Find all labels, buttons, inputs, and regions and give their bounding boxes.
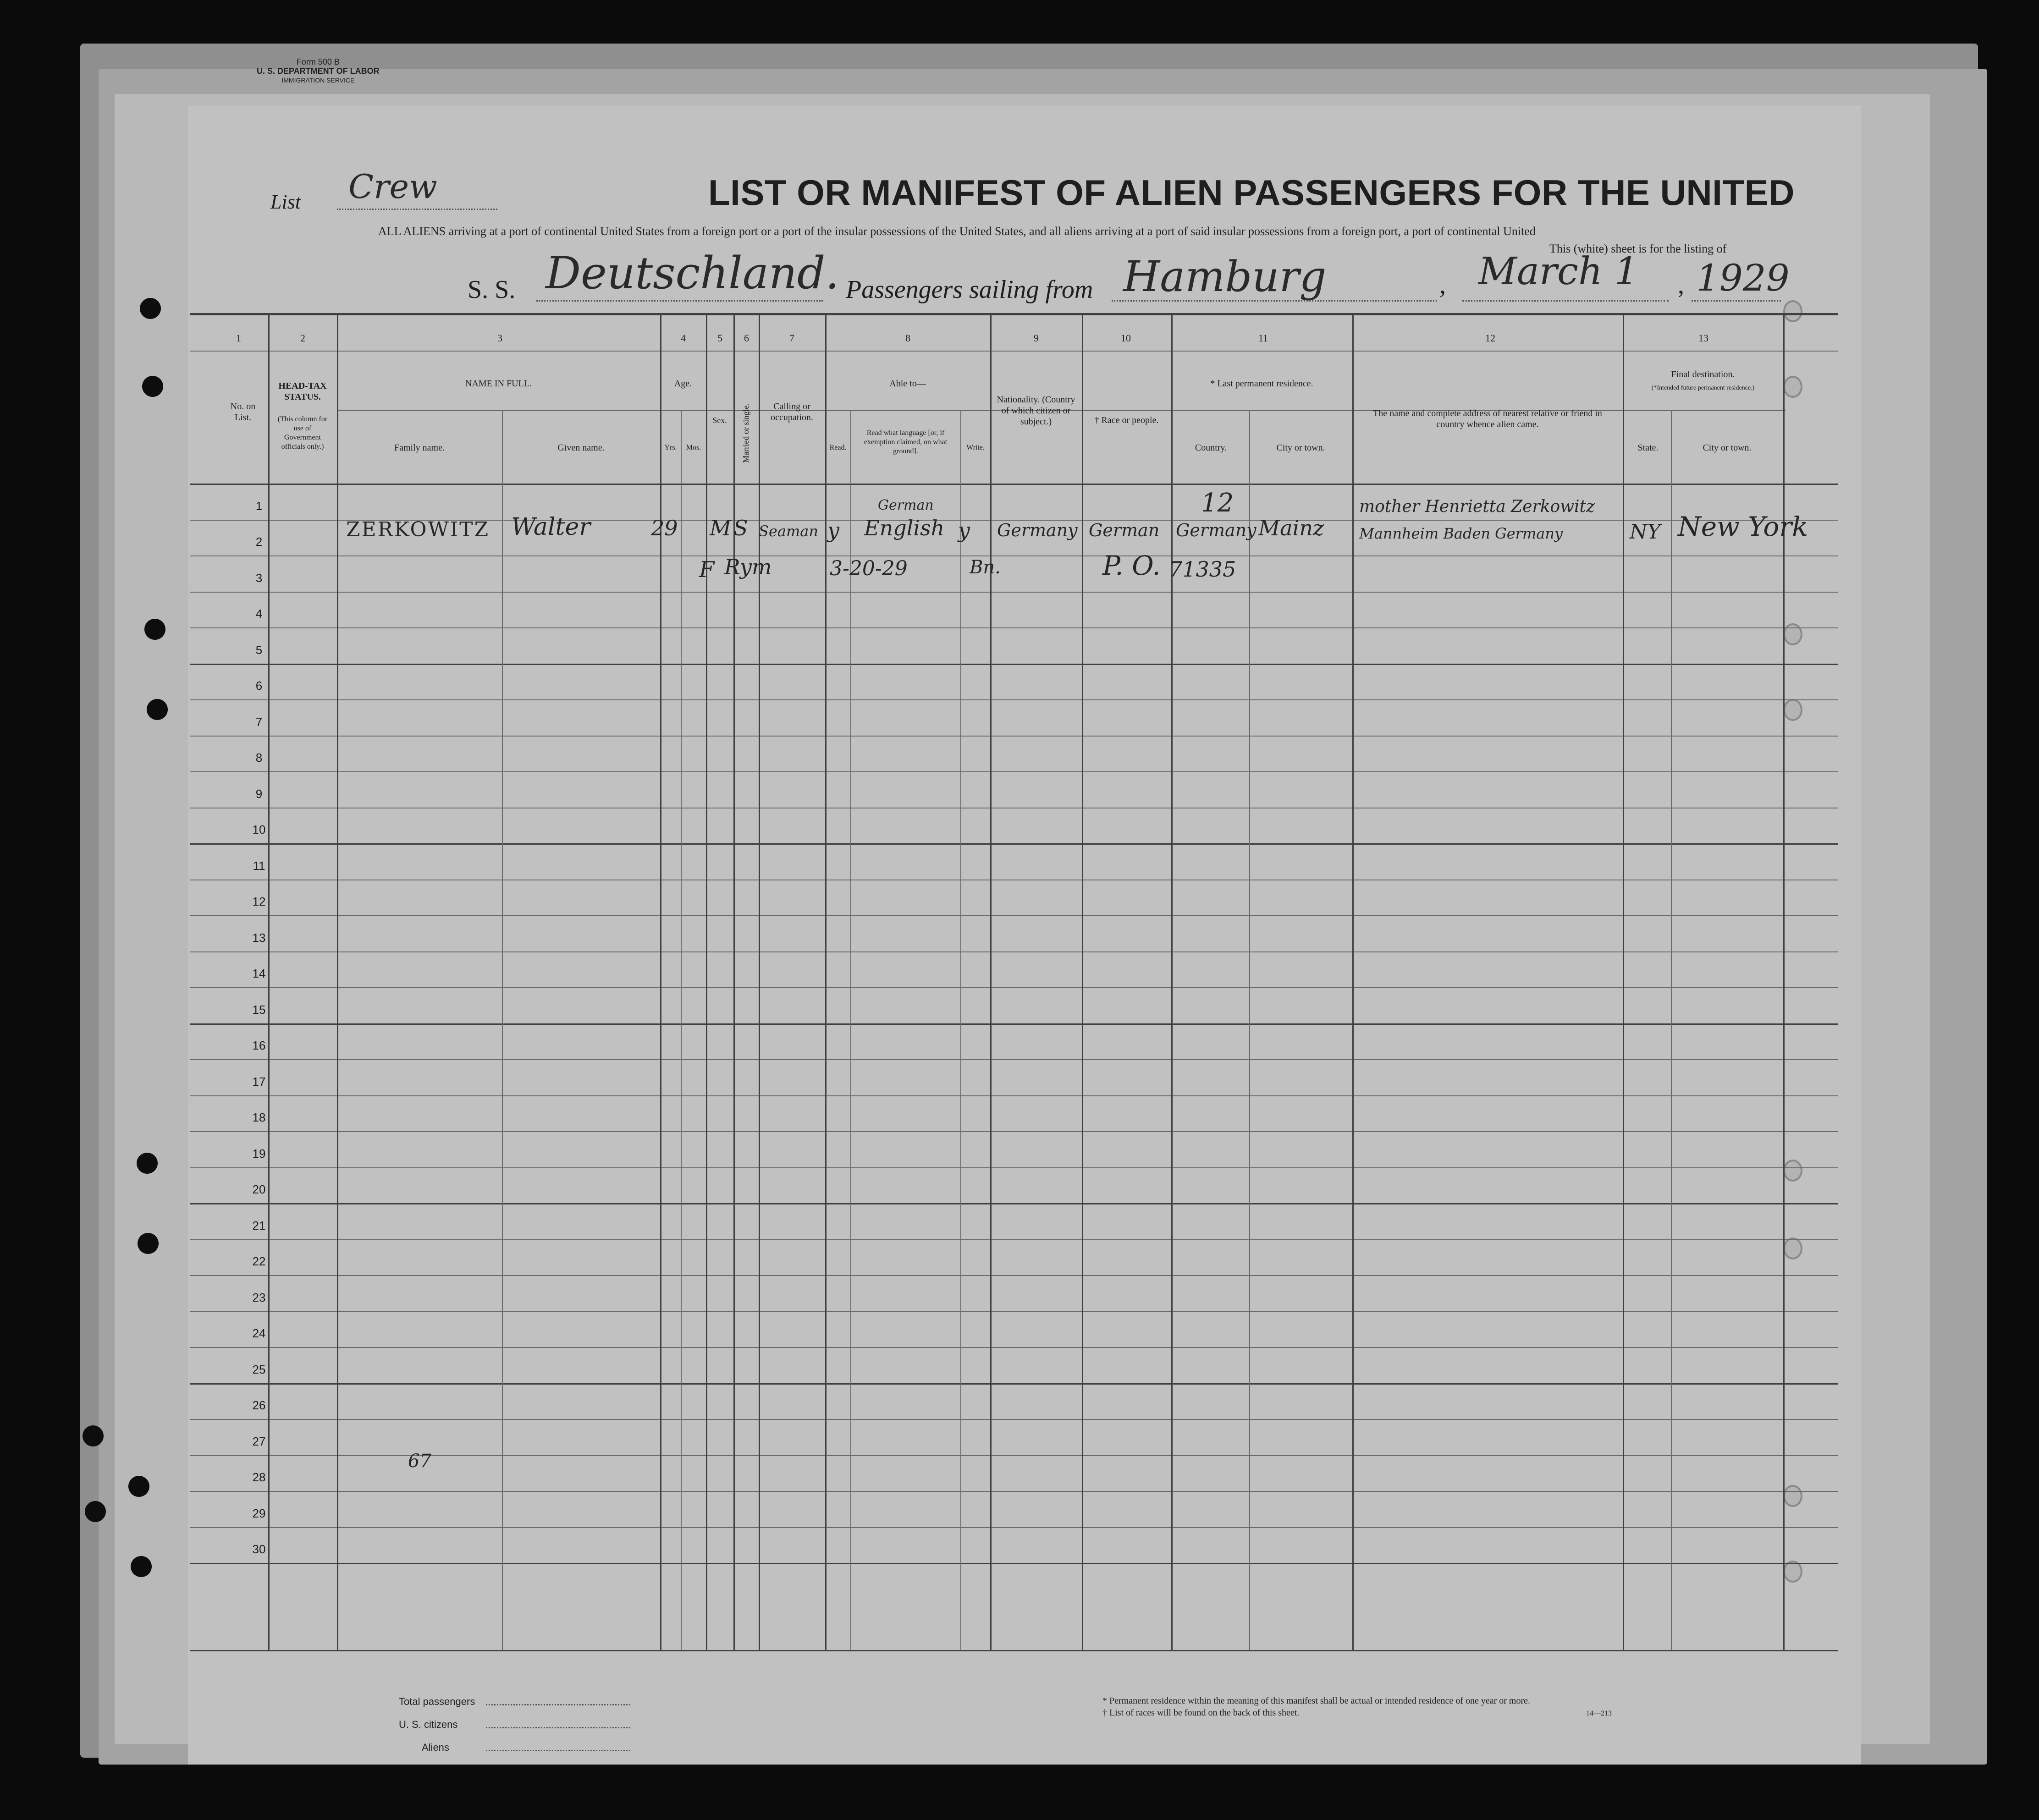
column-divider [1082,315,1083,1650]
footnote-races: † List of races will be found on the back of this sheet. [1102,1708,1300,1718]
column-divider [681,410,682,1650]
row-number: 1 [255,499,263,513]
heading-able-to: Able to— [889,379,926,389]
col-number: 3 [497,332,502,344]
row-rule [190,915,1838,916]
col-number: 6 [744,332,749,344]
row-number: 21 [252,1219,266,1232]
heading-age: Age. [674,379,692,389]
entry-relative-line1: mother Henrietta Zerkowitz [1359,497,1595,516]
row-rule [190,1275,1838,1276]
form-id-block [257,57,380,85]
row-number: 13 [252,931,266,945]
binder-hole [131,1556,152,1577]
column-divider [825,315,827,1650]
heading-final-city: City or town. [1703,443,1752,453]
entry-sex: M [710,516,732,540]
row-rule [190,1131,1838,1132]
row-number: 27 [252,1435,266,1448]
department-name: U. S. DEPARTMENT OF LABOR [257,66,380,76]
heading-occupation: Calling or occupation. [771,401,813,423]
binder-hole [138,1233,159,1254]
list-value: Crew [348,167,437,206]
row-rule [190,1203,1838,1204]
row-rule [190,1239,1838,1240]
heading-sex: Sex. [712,416,727,425]
row-number: 7 [255,715,263,729]
entry-country: Germany [1176,520,1256,540]
col-number: 1 [236,332,241,344]
binder-hole [128,1476,149,1497]
row-number: 3 [255,571,263,585]
entry-family-name: ZERKOWITZ [346,518,490,541]
binder-hole [1783,1485,1802,1507]
row-number: 2 [255,535,263,549]
row-number: 22 [252,1254,266,1268]
row-number: 18 [252,1111,266,1124]
col-number: 10 [1121,332,1131,344]
col-number: 4 [681,332,686,344]
departure-port: Hamburg [1123,252,1327,301]
row-rule [190,1491,1838,1492]
date-underline [1462,300,1669,302]
header-bottom-rule [190,484,1838,485]
row-number: 6 [255,679,263,693]
heading-city: City or town. [1276,443,1325,453]
row-number: 8 [255,751,263,764]
footer-total-line [486,1704,630,1705]
binder-hole [144,619,165,640]
margin-note: 67 [408,1451,431,1472]
ship-underline [536,300,823,302]
column-divider [850,410,851,1650]
heading-head-tax: HEAD-TAX STATUS. [278,381,327,402]
row-rule [190,736,1838,737]
row-rule [190,1383,1838,1385]
entry-city: Mainz [1258,516,1324,540]
year-underline [1692,300,1781,302]
row-rule [190,1311,1838,1312]
row-number: 5 [255,643,263,657]
entry-relative-line2: Mannheim Baden Germany [1359,525,1563,542]
table-top-border [190,313,1838,315]
row-number: 10 [252,823,266,836]
entry-write: y [958,518,970,543]
heading-married-single: Married or single. [741,403,750,463]
entry-occupation: Seaman [759,522,818,540]
row2-date: 3-20-29 [830,557,908,580]
column-divider [337,315,338,1650]
row-rule [190,1563,1838,1564]
row-number: 11 [253,859,265,873]
column-divider [1671,410,1672,1650]
col-number: 9 [1034,332,1039,344]
footer-total-passengers: Total passengers [399,1696,475,1707]
col-number: 7 [789,332,794,344]
footer-aliens-line [486,1750,630,1751]
row-rule [190,771,1838,772]
row-rule [190,1527,1838,1528]
entry-language-top: German [878,497,934,513]
entry-married: S [733,516,748,540]
binder-hole [147,699,168,720]
binder-hole [1783,699,1802,721]
row-number: 29 [252,1507,266,1520]
sailing-year: 1929 [1696,257,1790,299]
row-rule [190,1023,1838,1025]
binder-hole [85,1501,106,1522]
heading-read-language: Read what language [or, if exemption claimed, on what ground]. [864,429,948,455]
footer-aliens: Aliens [422,1742,449,1753]
binder-hole [1783,1160,1802,1182]
column-divider [1352,315,1354,1650]
row-number: 24 [252,1326,266,1340]
passengers-label: Passengers sailing from [846,275,1093,304]
row-rule [190,1419,1838,1420]
ss-label: S. S. [468,275,516,304]
heading-no-on-list: No. on List. [230,401,256,423]
row-number: 28 [252,1470,266,1484]
col-number: 13 [1698,332,1708,344]
page-title: LIST OR MANIFEST OF ALIEN PASSENGERS FOR THE UNITED [708,172,1795,213]
heading-read: Read. [829,444,847,451]
heading-head-tax-note: (This column for use of Government officials only.) [277,415,328,451]
sheet-instruction: This (white) sheet is for the listing of [1549,242,1727,255]
heading-age-months: Mos. [686,444,701,451]
entry-state: NY [1630,520,1661,544]
row-number: 12 [252,895,266,908]
heading-country: Country. [1195,443,1227,453]
row2-po: P. O. [1102,550,1161,581]
binder-hole [1783,1237,1802,1259]
list-underline [337,209,497,210]
row-rule [190,592,1838,593]
row-rule [190,1059,1838,1060]
entry-language: English [864,516,945,540]
heading-state: State. [1637,443,1659,453]
entry-country-note: 12 [1201,488,1234,518]
manifest-form [188,105,1861,1765]
col-number: 2 [300,332,305,344]
entry-read: y [827,518,839,543]
heading-family-name: Family name. [394,443,445,453]
heading-age-years: Yrs. [664,444,677,451]
column-divider [1249,410,1250,1650]
heading-last-residence: * Last permanent residence. [1210,379,1313,389]
col-number: 12 [1485,332,1495,344]
row-number: 4 [255,607,263,621]
table-bottom-border [190,1650,1838,1651]
entry-nationality: Germany [997,520,1078,540]
row-number: 17 [252,1075,266,1089]
heading-given-name: Given name. [557,443,605,453]
footer-us-line [486,1727,630,1728]
entry-age: 29 [651,516,678,540]
row-rule [190,1095,1838,1096]
row-number: 16 [252,1039,266,1052]
heading-write: Write. [966,444,985,451]
row-number: 19 [252,1147,266,1160]
ship-name: Deutschland. [546,247,839,299]
row2-number: 71335 [1169,557,1236,582]
column-divider [1623,315,1624,1650]
row-rule [190,699,1838,700]
heading-final-destination: Final destination. [1671,369,1735,379]
row-rule [190,1455,1838,1456]
row-rule [190,951,1838,952]
binder-hole [142,376,163,397]
header-rule [190,351,1838,352]
row-number: 26 [252,1398,266,1412]
column-divider [706,315,707,1650]
row-rule [190,555,1838,556]
heading-final-note: (*Intended future permanent residence.) [1651,385,1755,391]
column-divider [759,315,760,1650]
entry-race: German [1089,520,1160,540]
binder-hole [1783,623,1802,645]
col-number: 11 [1258,332,1268,344]
form-number: Form 500 B [296,57,340,66]
row-rule [190,987,1838,988]
row-number: 14 [252,967,266,980]
row-rule [190,843,1838,845]
row-number: 30 [252,1542,266,1556]
comma-separator: , [1439,271,1446,299]
row-rule [190,1167,1838,1168]
row2-mark-rym: Rym [724,555,772,579]
binder-hole [137,1153,158,1174]
heading-relative: The name and complete address of nearest relative or friend in country whence alien came. [1373,408,1602,429]
entry-final-city: New York [1678,511,1808,542]
column-divider [960,410,961,1650]
row2-mark-bn: Bn. [970,557,1001,578]
row-number: 15 [252,1003,266,1017]
binder-hole [83,1425,104,1446]
aliens-instruction: ALL ALIENS arriving at a port of continental United States from a foreign port or a port of the insular possessions of the United States, and all aliens arriving at a port of said insular possessions from a foreign port, a port of continental United [378,225,1536,238]
list-label: List [270,191,301,213]
sailing-date: March 1 [1478,250,1639,293]
footer-us-citizens: U. S. citizens [399,1719,458,1730]
form-code: 14—213 [1586,1710,1612,1717]
column-divider [990,315,992,1650]
heading-race: † Race or people. [1094,415,1159,425]
binder-hole [1783,300,1802,322]
heading-nationality: Nationality. (Country of which citizen or subject.) [997,395,1075,427]
binder-hole [140,298,161,319]
row-number: 9 [255,787,263,801]
row-number: 20 [252,1182,266,1196]
port-underline [1112,300,1437,302]
binder-hole [1783,376,1802,398]
row-number: 23 [252,1291,266,1304]
heading-name-in-full: NAME IN FULL. [465,379,532,389]
entry-given-name: Walter [511,513,591,541]
comma-separator: , [1678,271,1684,299]
footnote-permanent-residence: * Permanent residence within the meaning of this manifest shall be actual or intended residence of one year or more. [1102,1696,1531,1706]
row-rule [190,664,1838,665]
column-divider [502,410,503,1650]
row-rule [190,1347,1838,1348]
row-number: 25 [252,1363,266,1376]
column-divider [268,315,270,1650]
row-rule [190,627,1838,628]
row2-mark-f: F [699,557,715,583]
column-divider [1171,315,1173,1650]
service-name: IMMIGRATION SERVICE [281,77,355,84]
col-number: 5 [717,332,722,344]
col-number: 8 [905,332,910,344]
